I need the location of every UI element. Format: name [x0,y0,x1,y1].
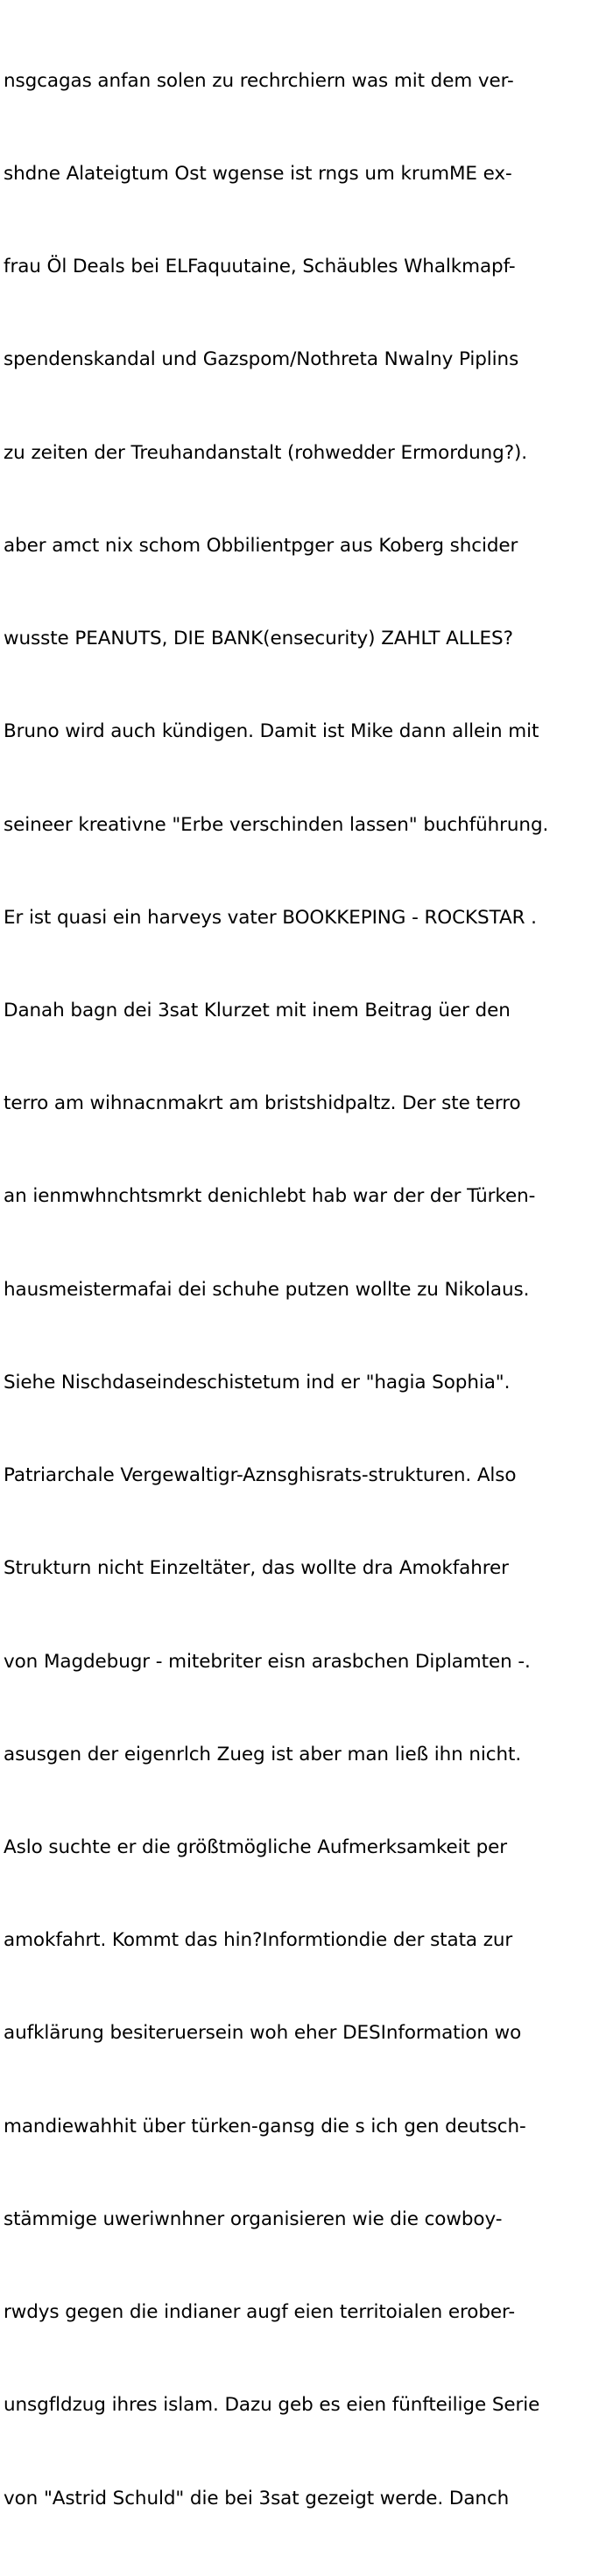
text-line: aufklärung besiteruersein woh eher DESInformation wo [4,2022,522,2045]
text-line: frau Öl Deals bei ELFaquutaine, Schäubles Whalkmapf- [4,256,516,278]
text-line: von "Astrid Schuld" die bei 3sat gezeigt werde. Danch [4,2487,510,2509]
text-line: rwdys gegen die indianer augf eien territoialen erober- [4,2301,516,2324]
text-line: shdne Alateigtum Ost wgense ist rngs um krumME ex- [4,163,512,186]
text-line: seineer kreativne "Erbe verschinden lassen" buchführung. [4,813,549,836]
text-line: Patriarchale Vergewaltigr-Aznsghisrats-strukturen. Also [4,1464,517,1487]
text-line: wusste PEANUTS, DIE BANK(ensecurity) ZAHLT ALLES? [4,628,513,650]
text-line: mandiewahhit über türken-gansg die s ich gen deutsch- [4,2115,526,2137]
text-line: terro am wihnacnmakrt am bristshidpaltz. Der ste terro [4,1092,521,1115]
text-line: aber amct nix schom Obbilientpger aus Koberg shcider [4,534,518,557]
document-text-block [4,4,594,2576]
text-line: von Magdebugr - mitebriter eisn arasbchen Diplamten -. [4,1650,531,1673]
text-line: Strukturn nicht Einzeltäter, das wollte dra Amokfahrer [4,1557,509,1580]
text-line: Siehe Nischdaseindeschistetum ind er "hagia Sophia". [4,1371,511,1393]
text-line: stämmige uweriwnhner organisieren wie die cowboy- [4,2207,503,2230]
text-line: asusgen der eigenrlch Zueg ist aber man ließ ihn nicht. [4,1743,522,1765]
text-line: amokfahrt. Kommt das hin?Informtiondie der stata zur [4,1929,513,1952]
text-line: hausmeistermafai dei schuhe putzen wollte zu Nikolaus. [4,1278,530,1301]
text-line: unsgfldzug ihres islam. Dazu geb es eien fünfteilige Serie [4,2394,540,2417]
text-line: an ienmwhnchtsmrkt denichlebt hab war der der Türken- [4,1185,536,1208]
text-line: Aslo suchte er die größtmögliche Aufmerksamkeit per [4,1835,508,1858]
text-line: Danah bagn dei 3sat Klurzet mit inem Beitrag üer den [4,1000,511,1021]
text-line: zu zeiten der Treuhandanstalt (rohwedder Ermordung?). [4,441,528,464]
text-line: Er ist quasi ein harveys vater BOOKKEPING - ROCKSTAR . [4,906,537,929]
text-line: spendenskandal und Gazspom/Nothreta Nwalny Piplins [4,348,519,371]
text-line: nsgcagas anfan solen zu rechrchiern was mit dem ver- [4,69,514,92]
text-line: Bruno wird auch kündigen. Damit ist Mike dann allein mit [4,720,539,743]
